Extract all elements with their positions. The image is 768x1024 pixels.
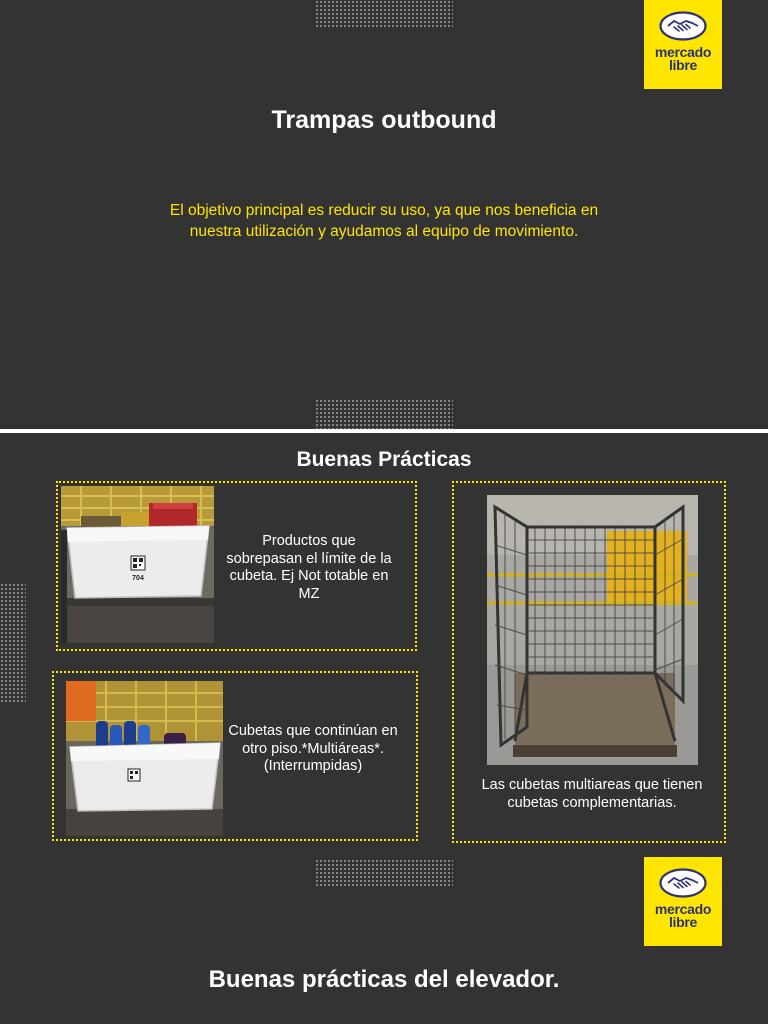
logo-text-line2: libre: [668, 57, 698, 73]
slide-trampas-outbound: [0, 0, 768, 429]
slide-description: El objetivo principal es reducir su uso, ya que nos beneficia en nuestra utilización y ayudamos al equipo de movimiento.: [169, 202, 599, 240]
handshake-icon: [659, 868, 707, 898]
practice-card-multiarea: [452, 481, 726, 843]
logo-text-line1: mercado: [654, 44, 712, 60]
card-caption-multiarea: Las cubetas multiareas que tienen cubetas complementarias.: [481, 777, 703, 811]
card-caption-interrupted: Cubetas que continúan en otro piso.*Multiáreas*. (Interrumpidas): [228, 723, 398, 774]
dot-pattern-bottom-2: [315, 859, 453, 887]
mercado-libre-logo-2: [644, 857, 722, 946]
logo-text-line2: libre: [668, 914, 698, 930]
dot-pattern-bottom: [315, 399, 453, 429]
card-caption-overfilled: Productos que sobrepasan el límite de la cubeta. Ej Not totable en MZ: [226, 533, 392, 602]
next-slide-title: Buenas prácticas del elevador.: [208, 966, 560, 993]
cage-cart-photo: [487, 495, 698, 765]
practice-card-interrupted: [52, 671, 418, 841]
tote-overfilled-photo: [61, 486, 214, 643]
practice-card-overfilled: [56, 481, 417, 651]
tote-label-text: 704: [132, 575, 144, 582]
logo-text-line1: mercado: [654, 901, 712, 917]
slide-buenas-practicas: [0, 433, 768, 1024]
section-title: Buenas Prácticas: [296, 448, 472, 471]
slide-title: Trampas outbound: [271, 106, 497, 134]
dot-pattern-top: [315, 0, 453, 29]
handshake-icon: [659, 11, 707, 41]
mercado-libre-logo: [644, 0, 722, 89]
dot-pattern-left: [0, 583, 26, 703]
tote-bottles-photo: [66, 681, 223, 836]
